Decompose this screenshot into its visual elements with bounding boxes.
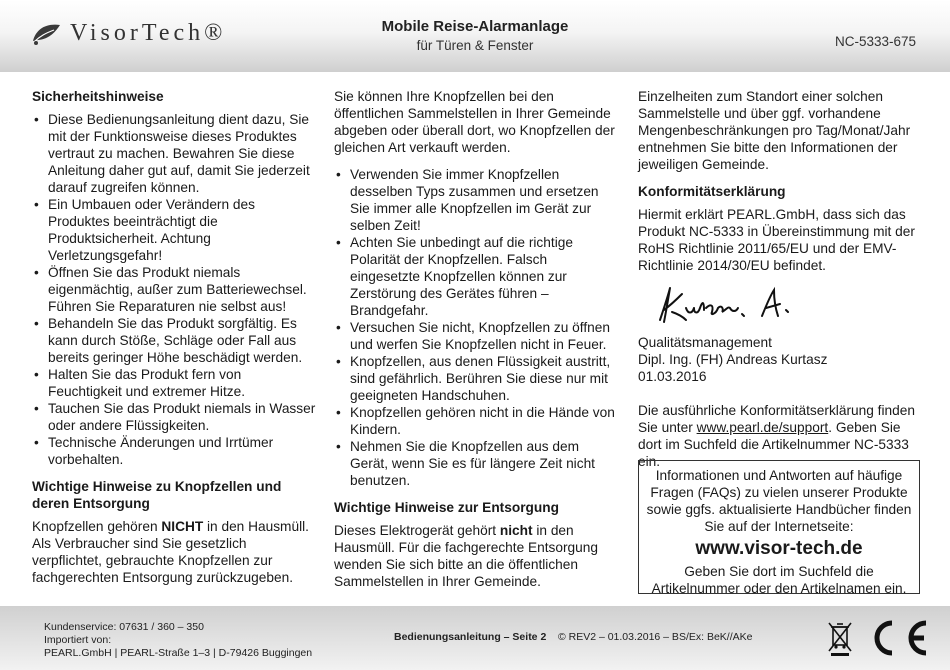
page-footer xyxy=(0,606,950,670)
signer-role: Qualitätsmanagement xyxy=(638,335,772,350)
document-subtitle: für Türen & Fenster xyxy=(416,38,534,53)
revision-info: © REV2 – 01.03.2016 – BS/Ex: BeK//AKe xyxy=(557,631,753,643)
customer-service: Kundenservice: 07631 / 360 – 350 xyxy=(44,621,204,633)
brand-name: VisorTech® xyxy=(70,20,227,46)
safety-list xyxy=(32,111,316,468)
list-item: • Öffnen Sie das Produkt niemals eigenmächtig, außer zum Batteriewechsel. Führen Sie Reparaturen nie selbst aus! xyxy=(32,264,316,315)
column-2 xyxy=(334,88,616,600)
full-declaration: Die ausführliche Konformitätserklärung finden Sie unter www.pearl.de/support. Geben Sie dort im Suchfeld die Artikelnummer NC-5333 ein. xyxy=(638,403,915,469)
faq-box xyxy=(638,460,920,594)
list-item: • Diese Bedienungsanleitung dient dazu, Sie mit der Funktionsweise dieses Produktes vertraut zu machen. Bewahren Sie diese Anleitung daher gut auf, damit Sie jederzeit darauf zugreifen können. xyxy=(32,111,316,196)
collection-info: Einzelheiten zum Standort einer solchen Sammelstelle und über ggf. vorhandene Mengenbeschränkungen pro Tag/Monat/Jahr entnehmen Sie bitte den Informationen der jeweiligen Gemeinde. xyxy=(638,89,911,172)
disposal-paragraph: Dieses Elektrogerät gehört nicht in den Hausmüll. Für die fachgerechte Entsorgung wenden Sie sich bitte an die öffentlichen Sammelstellen in Ihrer Gemeinde. xyxy=(334,523,599,589)
item-number: NC-5333-675 xyxy=(834,34,916,49)
signer-date: 01.03.2016 xyxy=(638,369,707,384)
footer-contact xyxy=(44,621,312,661)
signer-name: Dipl. Ing. (FH) Andreas Kurtasz xyxy=(638,352,828,367)
disposal-heading: Wichtige Hinweise zur Entsorgung xyxy=(334,500,559,515)
footer-center xyxy=(394,631,752,643)
list-item: • Nehmen Sie die Knopfzellen aus dem Gerät, wenn Sie es für längere Zeit nicht benutzen. xyxy=(334,438,616,489)
list-item: • Verwenden Sie immer Knopfzellen desselben Typs zusammen und ersetzen Sie immer alle Knopfzellen im Gerät zur selben Zeit! xyxy=(334,166,616,234)
imported-by: Importiert von: xyxy=(44,634,112,647)
battery-list xyxy=(334,166,616,489)
faq-url[interactable]: www.visor-tech.de xyxy=(695,538,863,559)
list-item: • Versuchen Sie nicht, Knopfzellen zu öffnen und werfen Sie Knopfzellen nicht in Feuer. xyxy=(334,319,616,353)
list-item: • Knopfzellen, aus denen Flüssigkeit austritt, sind gefährlich. Berühren Sie diese nur mit geeigneten Handschuhen. xyxy=(334,353,616,404)
list-item: • Ein Umbauen oder Verändern des Produktes beeinträchtigt die Produktsicherheit. Achtung Verletzungsgefahr! xyxy=(32,196,316,264)
faq-text-2: Geben Sie dort im Suchfeld die Artikelnummer oder den Artikelnamen ein. xyxy=(651,564,907,596)
battery-paragraph: Knopfzellen gehören NICHT in den Hausmüll. Als Verbraucher sind Sie gesetzlich verpflichtet, gebrauchte Knopfzellen zur fachgerechten Entsorgung zurückzugeben. xyxy=(32,519,309,585)
conformity-heading: Konformitätserklärung xyxy=(638,184,786,199)
conformity-text: Hiermit erklärt PEARL.GmbH, dass sich das Produkt NC-5333 in Übereinstimmung mit der RoHS Richtlinie 2011/65/EU und der EMV-Richtlinie 2014/30/EU befindet. xyxy=(638,207,915,273)
list-item: • Knopfzellen gehören nicht in die Hände von Kindern. xyxy=(334,404,616,438)
list-item: • Behandeln Sie das Produkt sorgfältig. Es kann durch Stöße, Schläge oder Fall aus bereits geringer Höhe beschädigt werden. xyxy=(32,315,316,366)
list-item: • Halten Sie das Produkt fern von Feuchtigkeit und extremer Hitze. xyxy=(32,366,316,400)
certification-marks xyxy=(826,618,932,658)
ce-mark-icon xyxy=(862,618,932,658)
page-label: Bedienungsanleitung – Seite 2 xyxy=(394,631,547,643)
crossed-bin-icon xyxy=(826,619,854,657)
battery-heading: Wichtige Hinweise zu Knopfzellen und deren Entsorgung xyxy=(32,479,282,511)
page-header xyxy=(0,0,950,72)
faq-text: Informationen und Antworten auf häufige Fragen (FAQs) zu vielen unserer Produkte sowie ggfs. aktualisierte Handbücher finden Sie auf der Internetseite: xyxy=(646,468,912,534)
document-title: Mobile Reise-Alarmanlage xyxy=(381,18,569,35)
company-address: PEARL.GmbH | PEARL-Straße 1–3 | D-79426 Buggingen xyxy=(44,647,313,660)
handwritten-signature-icon xyxy=(652,280,812,328)
list-item: • Tauchen Sie das Produkt niemals in Wasser oder andere Flüssigkeiten. xyxy=(32,400,316,434)
battery-intro: Sie können Ihre Knopfzellen bei den öffentlichen Sammelstellen in Ihrer Gemeinde abgeben oder überall dort, wo Knopfzellen der gleichen Art verkauft werden. xyxy=(334,89,615,155)
support-link[interactable]: www.pearl.de/support xyxy=(696,420,829,435)
column-3 xyxy=(638,88,920,480)
list-item: • Technische Änderungen und Irrtümer vorbehalten. xyxy=(32,434,316,468)
list-item: • Achten Sie unbedingt auf die richtige Polarität der Knopfzellen. Falsch eingesetzte Knopfzellen können zur Zerstörung des Gerätes führen – Brandgefahr. xyxy=(334,234,616,319)
safety-heading: Sicherheitshinweise xyxy=(32,89,164,104)
column-1 xyxy=(32,88,316,596)
